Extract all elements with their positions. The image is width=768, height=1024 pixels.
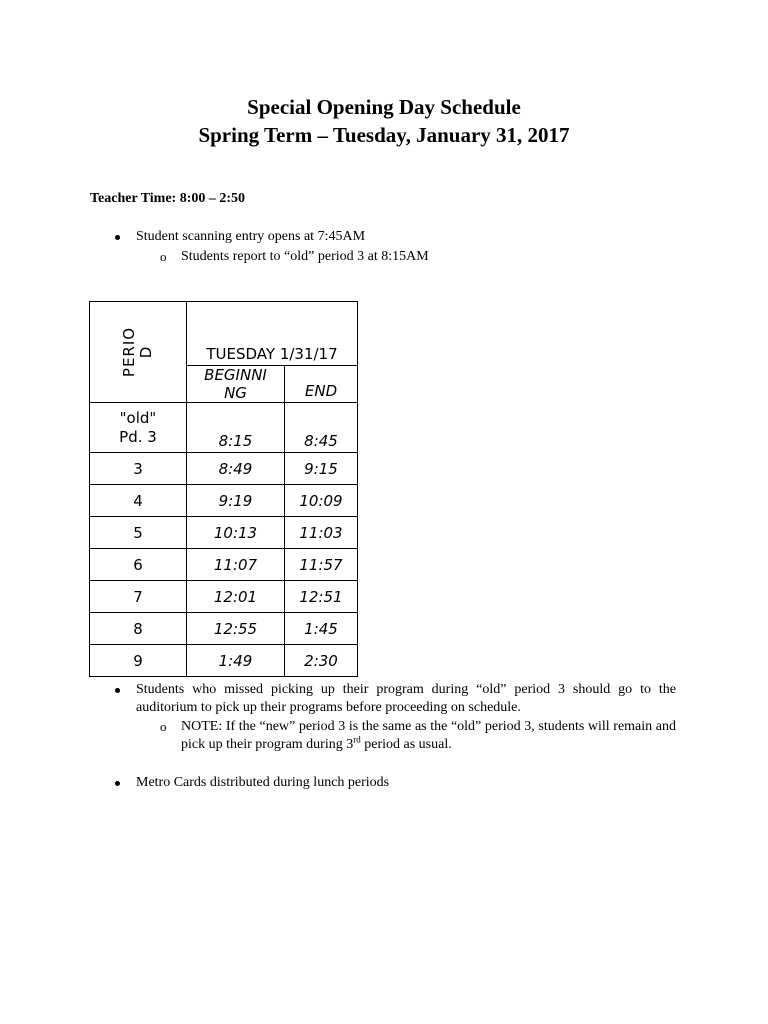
page-title: Special Opening Day Schedule [247, 95, 521, 119]
end-cell: 9:15 [285, 453, 358, 485]
teacher-time: Teacher Time: 8:00 – 2:50 [90, 191, 246, 206]
date-header: TUESDAY 1/31/17 [187, 302, 358, 366]
bullet-icon [115, 235, 120, 240]
bullet-icon [115, 781, 120, 786]
period-cell: "old" Pd. 3 [90, 403, 187, 453]
table-row [90, 453, 358, 485]
end-cell: 12:51 [285, 581, 358, 613]
note-superscript: rd [353, 734, 361, 745]
end-cell: 11:03 [285, 517, 358, 549]
sub-bullet-text: Students report to “old” period 3 at 8:15AM [181, 249, 429, 264]
bullet-text: Metro Cards distributed during lunch periods [136, 775, 390, 790]
begin-cell: 11:07 [187, 549, 285, 581]
page-subtitle: Spring Term – Tuesday, January 31, 2017 [198, 123, 570, 147]
note-text-end: period as usual. [360, 737, 452, 752]
end-cell: 1:45 [285, 613, 358, 645]
begin-cell: 12:55 [187, 613, 285, 645]
schedule-table [89, 301, 358, 677]
end-header: END [285, 366, 358, 403]
table-row [90, 613, 358, 645]
period-header-cell [90, 302, 187, 403]
sub-bullet-icon: o [160, 249, 167, 264]
period-cell: 8 [90, 613, 187, 645]
begin-cell: 10:13 [187, 517, 285, 549]
table-row [90, 403, 358, 453]
end-cell: 8:45 [285, 403, 358, 453]
bullet-text: Student scanning entry opens at 7:45AM [136, 229, 366, 244]
bullet-icon [115, 688, 120, 693]
end-cell: 11:57 [285, 549, 358, 581]
begin-cell: 8:49 [187, 453, 285, 485]
table-row [90, 645, 358, 677]
table-row [90, 549, 358, 581]
period-cell: 6 [90, 549, 187, 581]
bullet-text: Students who missed picking up their program during “old” period 3 should go to the auditorium to pick up their programs before proceeding on schedule. [136, 682, 676, 715]
table-row [90, 517, 358, 549]
note-text: NOTE: If the “new” period 3 is the same as the “old” period 3, students will remain and pick up their program during 3 [181, 719, 676, 752]
sub-bullet-text [181, 718, 676, 754]
period-cell: 3 [90, 453, 187, 485]
period-cell: 7 [90, 581, 187, 613]
begin-cell: 9:19 [187, 485, 285, 517]
sub-bullet-icon: o [160, 719, 167, 734]
period-header: PERIO D [120, 326, 155, 378]
begin-header: BEGINNI NG [187, 366, 285, 403]
table-row [90, 485, 358, 517]
period-cell: 4 [90, 485, 187, 517]
begin-cell: 8:15 [187, 403, 285, 453]
end-cell: 10:09 [285, 485, 358, 517]
table-row [90, 581, 358, 613]
period-cell: 5 [90, 517, 187, 549]
end-cell: 2:30 [285, 645, 358, 677]
period-cell: 9 [90, 645, 187, 677]
begin-cell: 1:49 [187, 645, 285, 677]
begin-cell: 12:01 [187, 581, 285, 613]
